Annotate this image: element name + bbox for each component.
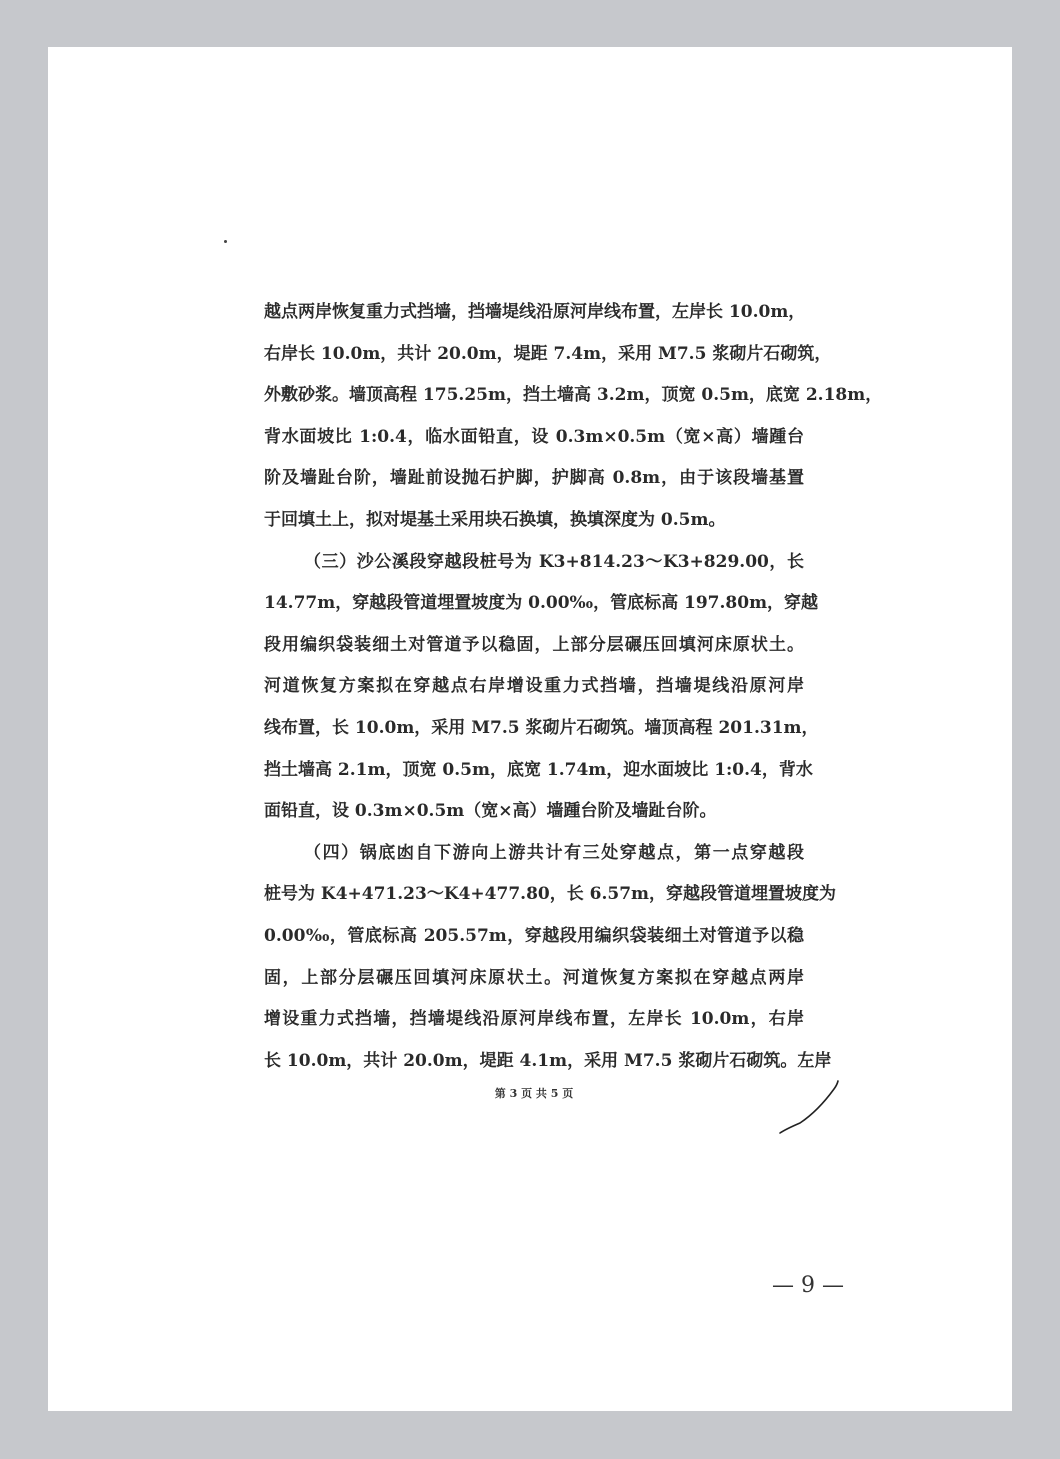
text-line: 段用编织袋装细土对管道予以稳固，上部分层碾压回填河床原状土。 bbox=[264, 634, 804, 655]
text-line: 于回填土上，拟对堤基土采用块石换填，换填深度为 0.5m。 bbox=[264, 509, 726, 530]
text-line: 挡土墙高 2.1m，顶宽 0.5m，底宽 1.74m，迎水面坡比 1:0.4，背水 bbox=[264, 759, 813, 780]
text-line: （四）锅底凼自下游向上游共计有三处穿越点，第一点穿越段 bbox=[304, 842, 804, 863]
text-line: 右岸长 10.0m，共计 20.0m，堤距 7.4m，采用 M7.5 浆砌片石砌筑， bbox=[264, 343, 832, 364]
text-line: 越点两岸恢复重力式挡墙，挡墙堤线沿原河岸线布置，左岸长 10.0m， bbox=[264, 302, 806, 322]
text-line: 阶及墙趾台阶，墙趾前设抛石护脚，护脚高 0.8m，由于该段墙基置 bbox=[264, 468, 804, 489]
page-footer: 第 3 页 共 5 页 bbox=[494, 1087, 574, 1100]
text-line: 河道恢复方案拟在穿越点右岸增设重力式挡墙，挡墙堤线沿原河岸 bbox=[264, 676, 804, 697]
text-line: 0.00‰，管底标高 205.57m，穿越段用编织袋装细土对管道予以稳 bbox=[264, 925, 804, 946]
text-line: 面铅直，设 0.3m×0.5m（宽×高）墙踵台阶及墙趾台阶。 bbox=[264, 801, 717, 822]
text-line: 外敷砂浆。墙顶高程 175.25m，挡土墙高 3.2m，顶宽 0.5m，底宽 2.18m， bbox=[264, 385, 883, 406]
body-text bbox=[264, 292, 883, 1082]
text-line: 线布置，长 10.0m，采用 M7.5 浆砌片石砌筑。墙顶高程 201.31m， bbox=[264, 717, 819, 738]
document-page bbox=[48, 47, 1012, 1411]
text-line: 14.77m，穿越段管道埋置坡度为 0.00‰，管底标高 197.80m，穿越 bbox=[264, 593, 819, 614]
page-number: — 9 — bbox=[772, 1273, 844, 1298]
signature-stroke bbox=[774, 1077, 844, 1137]
text-line: （三）沙公溪段穿越段桩号为 K3+814.23～K3+829.00，长 bbox=[304, 551, 804, 572]
text-line: 固，上部分层碾压回填河床原状土。河道恢复方案拟在穿越点两岸 bbox=[264, 967, 804, 988]
text-line: 桩号为 K4+471.23～K4+477.80，长 6.57m，穿越段管道埋置坡度为 bbox=[264, 884, 837, 905]
text-line: 长 10.0m，共计 20.0m，堤距 4.1m，采用 M7.5 浆砌片石砌筑。左岸 bbox=[264, 1050, 832, 1071]
text-line: 背水面坡比 1:0.4，临水面铅直，设 0.3m×0.5m（宽×高）墙踵台 bbox=[264, 426, 804, 447]
scan-speck bbox=[224, 240, 227, 243]
text-line: 增设重力式挡墙，挡墙堤线沿原河岸线布置，左岸长 10.0m，右岸 bbox=[264, 1009, 804, 1030]
